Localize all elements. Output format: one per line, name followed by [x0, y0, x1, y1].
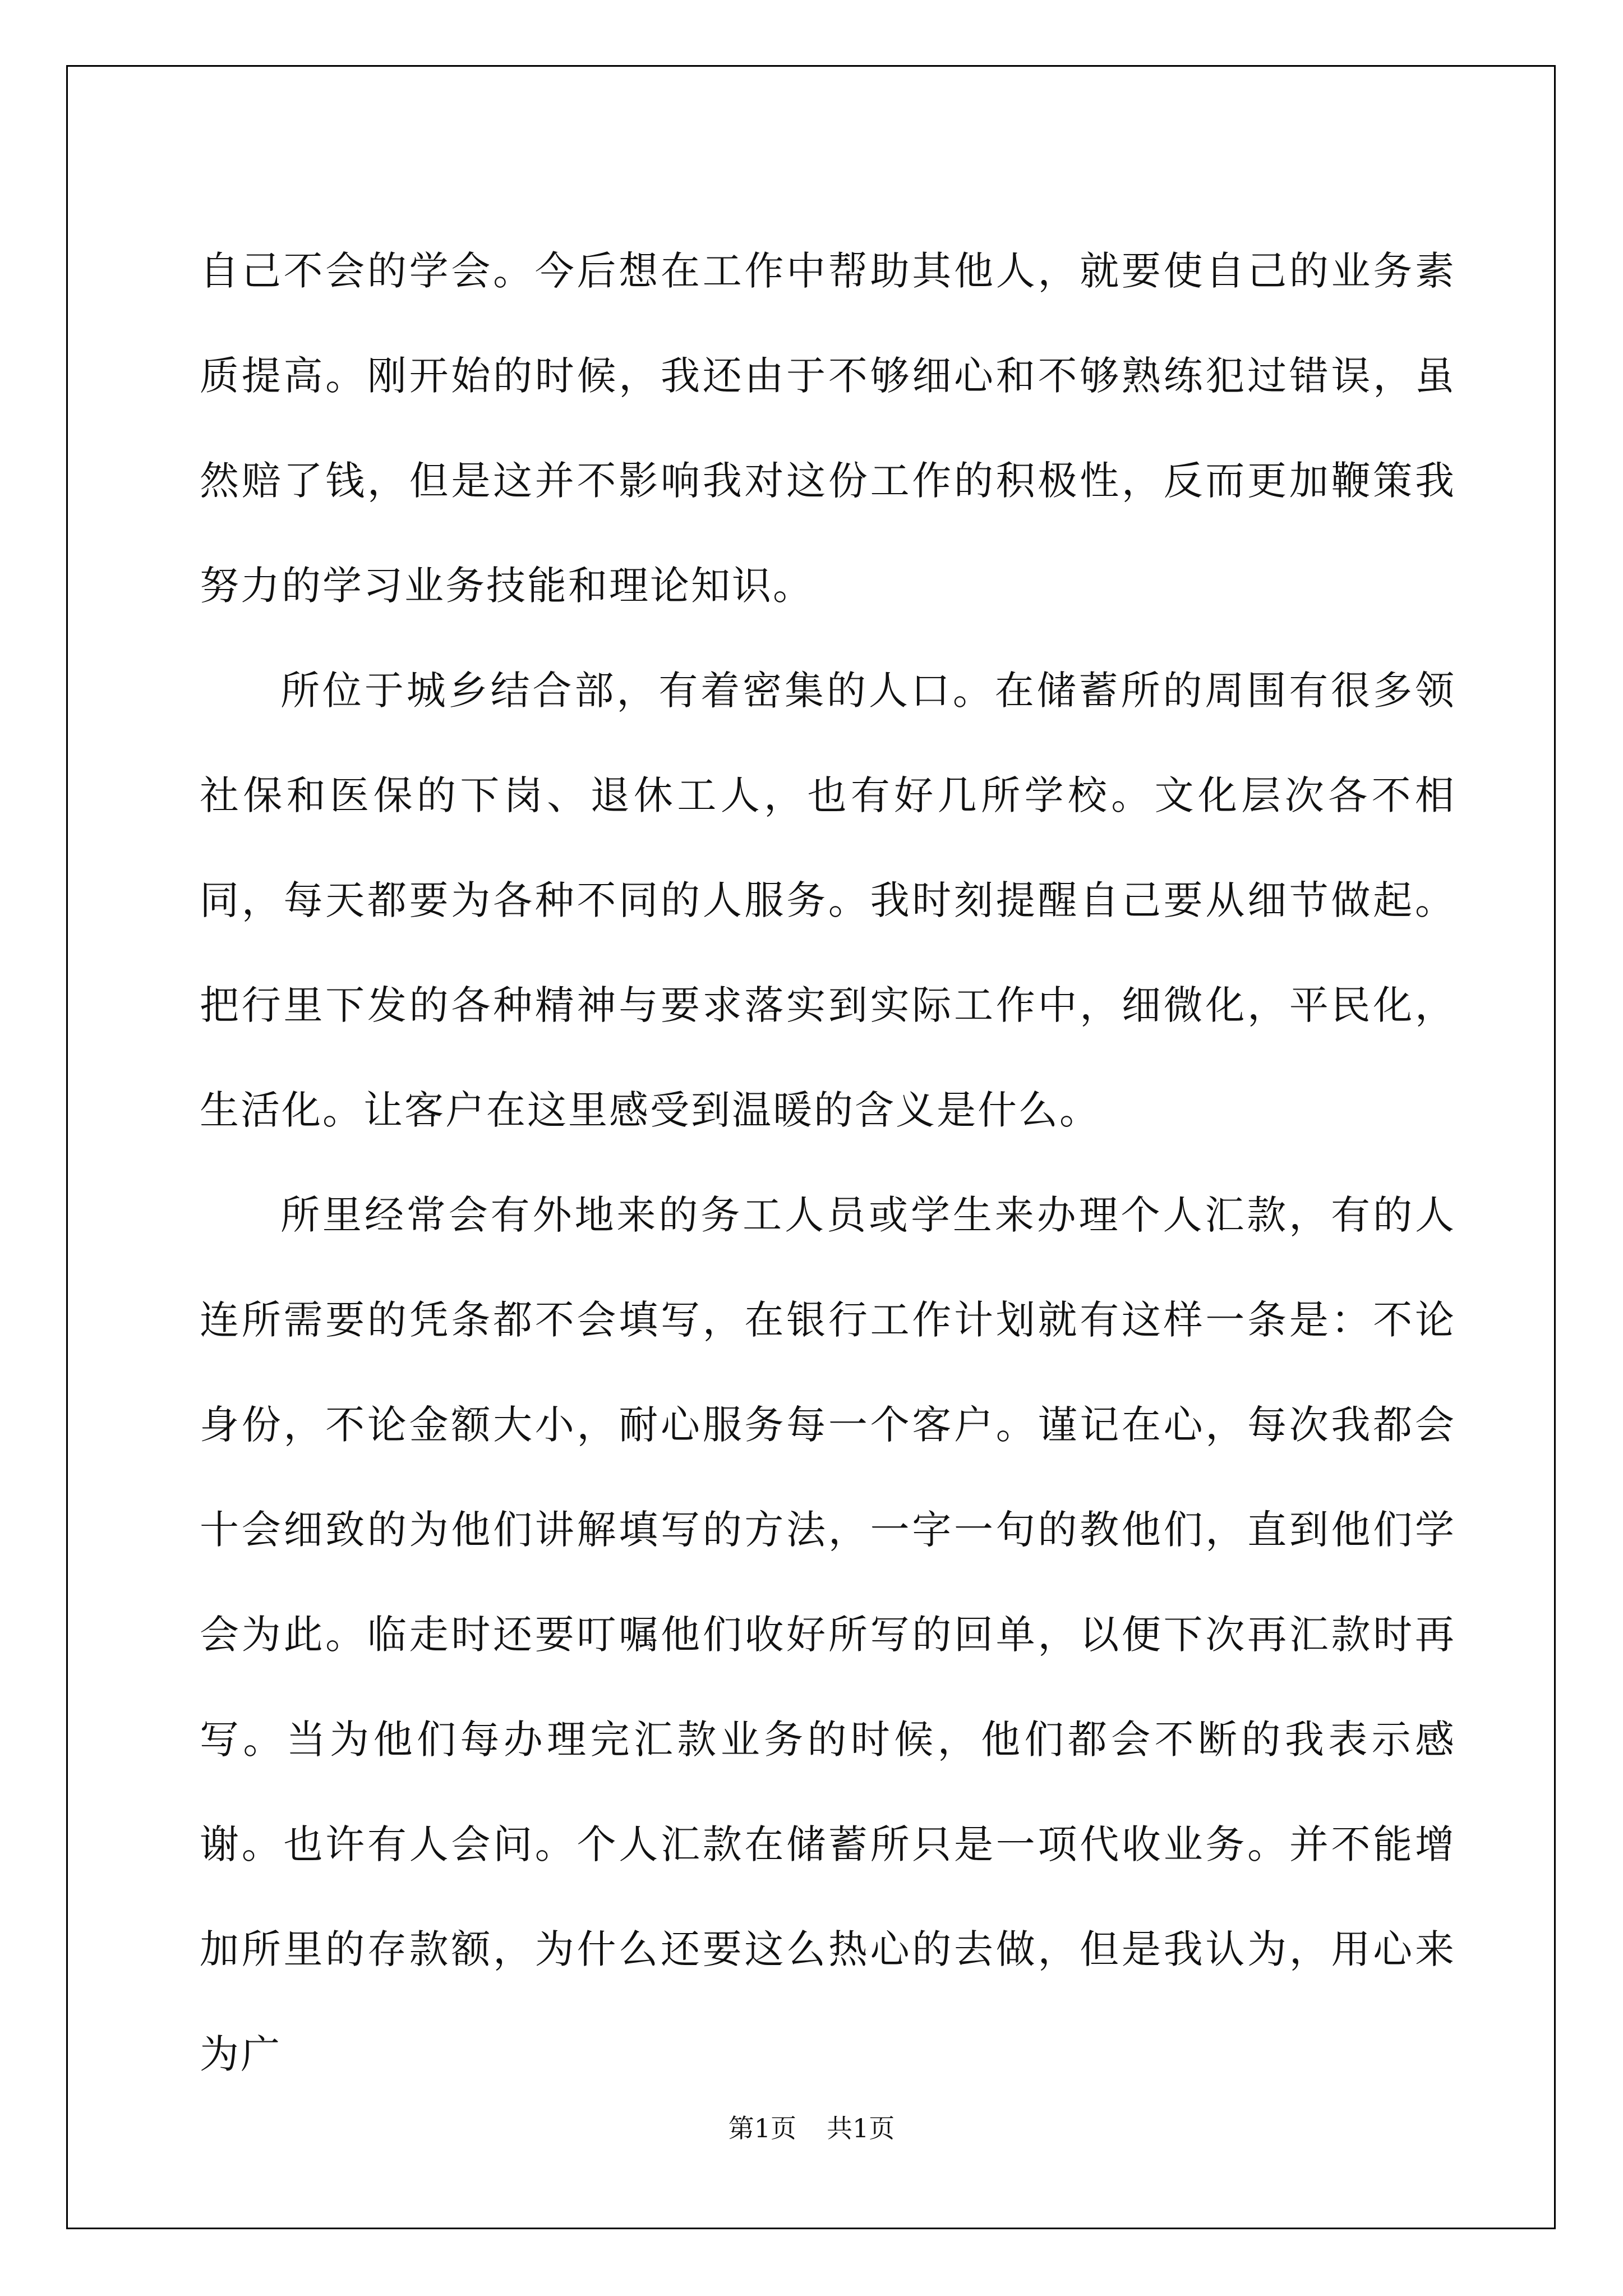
paragraph-2: 所位于城乡结合部，有着密集的人口。在储蓄所的周围有很多领社保和医保的下岗、退休工人，也有好几所学校。文化层次各不相同，每天都要为各种不同的人服务。我时刻提醒自己要从细节做起。把行里下发的各种精神与要求落实到实际工作中，细微化，平民化，生活化。让客户在这里感受到温暖的含义是什么。: [200, 668, 1456, 1133]
page-number: 第1页: [728, 2113, 796, 2143]
paragraph-1: 自己不会的学会。今后想在工作中帮助其他人，就要使自己的业务素质提高。刚开始的时候，我还由于不够细心和不够熟练犯过错误，虽然赔了钱，但是这并不影响我对这份工作的积极性，反而更加鞭策我努力的学习业务技能和理论知识。: [200, 248, 1456, 609]
page-total: 共1页: [827, 2113, 895, 2143]
document-body: [200, 219, 1456, 2107]
paragraph-3: 所里经常会有外地来的务工人员或学生来办理个人汇款，有的人连所需要的凭条都不会填写，在银行工作计划就有这样一条是：不论身份，不论金额大小，耐心服务每一个客户。谨记在心，每次我都会十会细致的为他们讲解填写的方法，一字一句的教他们，直到他们学会为此。临走时还要叮嘱他们收好所写的回单，以便下次再汇款时再写。当为他们每办理完汇款业务的时候，他们都会不断的我表示感谢。也许有人会问。个人汇款在储蓄所只是一项代收业务。并不能增加所里的存款额，为什么还要这么热心的去做，但是我认为，用心来为广: [200, 1192, 1456, 2077]
page-footer: [0, 2108, 1623, 2145]
